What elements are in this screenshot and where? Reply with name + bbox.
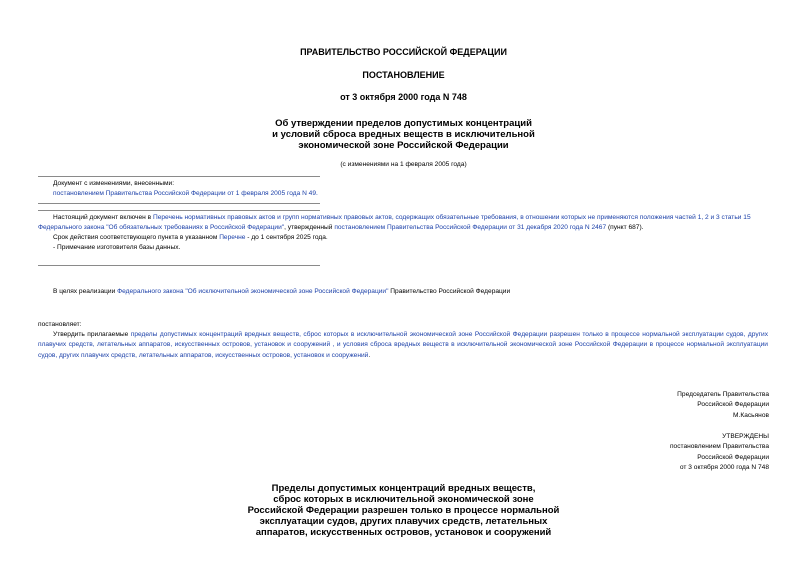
title-line: и условий сброса вредных веществ в исключительной — [272, 129, 535, 140]
changes-note — [53, 179, 613, 199]
divider — [38, 203, 320, 204]
annex-title-line: сброс которых в исключительной экономической зоне — [273, 494, 534, 505]
decree-paragraph — [38, 330, 768, 361]
divider — [38, 210, 320, 211]
changes-note-link[interactable]: постановлением Правительства Российской Федерации от 1 февраля 2005 года N 49. — [53, 190, 318, 197]
approved-line: постановлением Правительства — [669, 443, 769, 451]
annex-title-line: эксплуатации судов, других плавучих средств, летательных — [259, 516, 548, 527]
inclusion-text-2: , утвержденный — [284, 224, 335, 231]
signature-line: Российской Федерации — [697, 401, 769, 409]
signature-line: Председатель Правительства — [677, 391, 769, 398]
db-remark: - Примечание изготовителя базы данных. — [53, 244, 181, 251]
divider — [38, 265, 320, 266]
inclusion-note — [38, 213, 768, 253]
decree-text-1: Утвердить прилагаемые — [53, 331, 131, 338]
validity-text-2: - до 1 сентября 2025 года. — [245, 234, 328, 241]
amended-note: (с изменениями на 1 февраля 2005 года) — [340, 161, 467, 168]
approved-block — [469, 432, 769, 474]
perechen-link[interactable]: Перечень нормативных правовых актов и групп нормативных правовых актов, содержащих обязательные требования, в отношении которых не применяются положения частей 1, 2 и 3 статьи 15 Федерального закона "Об обязательных требованиях в Российской Федерации" — [38, 214, 751, 231]
divider — [38, 176, 320, 177]
document-date: от 3 октября 2000 года N 748 — [340, 92, 467, 102]
approved-line: Российской Федерации — [697, 453, 769, 461]
validity-text-1: Срок действия соответствующего пункта в указанном — [53, 234, 220, 241]
approved-line: УТВЕРЖДЕНЫ — [722, 433, 769, 440]
document-title — [0, 118, 807, 151]
signature-block — [469, 390, 769, 421]
inclusion-paragraph — [38, 213, 768, 233]
annex-title — [0, 483, 807, 538]
title-line: экономической зоне Российской Федерации — [298, 140, 509, 151]
decree-text-2: . — [368, 351, 371, 359]
approved-line: от 3 октября 2000 года N 748 — [679, 464, 769, 472]
annex-title-line: Пределы допустимых концентраций вредных веществ, — [271, 483, 536, 494]
annex-title-line: аппаратов, искусственных островов, установок и сооружений — [255, 527, 552, 538]
validity-paragraph — [38, 233, 768, 243]
preamble-text-1: В целях реализации — [53, 288, 118, 295]
signature-line: М.Касьянов — [733, 411, 769, 419]
decree-word: постановляет: — [38, 321, 82, 328]
title-line: Об утверждении пределов допустимых концентраций — [275, 118, 532, 129]
preamble-text-2: Правительство Российской Федерации — [388, 288, 511, 295]
changes-note-text: Документ с изменениями, внесенными: — [53, 180, 175, 187]
perechen-short-link[interactable]: Перечне — [219, 234, 246, 241]
document-type: ПОСТАНОВЛЕНИЕ — [362, 70, 445, 80]
preamble — [53, 287, 773, 297]
federal-law-link[interactable]: Федерального закона "Об исключительной экономической зоне Российской Федерации" — [117, 288, 389, 295]
limits-link[interactable]: пределы допустимых концентраций вредных веществ, сброс которых в исключительной экономической зоне Российской Федерации разрешен только в процессе нормальной эксплуатации судов, других плавучих средств, летательных аппаратов, искусственных островов, установок и сооружений , и условия сброса вредных веществ в исключительной экономической зоне Российской Федерации в процессе нормальной эксплуатации судов, других плавучих средств, летательных аппаратов, искусственных островов, установок и сооружений — [38, 331, 768, 359]
decree-2467-link[interactable]: постановлением Правительства Российской Федерации от 31 декабря 2020 года N 2467 — [334, 224, 607, 231]
annex-title-line: Российской Федерации разрешен только в процессе нормальной — [247, 505, 560, 516]
inclusion-text-3: (пункт 687). — [606, 224, 644, 231]
inclusion-text-1: Настоящий документ включен в — [53, 214, 153, 221]
government-name: ПРАВИТЕЛЬСТВО РОССИЙСКОЙ ФЕДЕРАЦИИ — [300, 47, 507, 57]
